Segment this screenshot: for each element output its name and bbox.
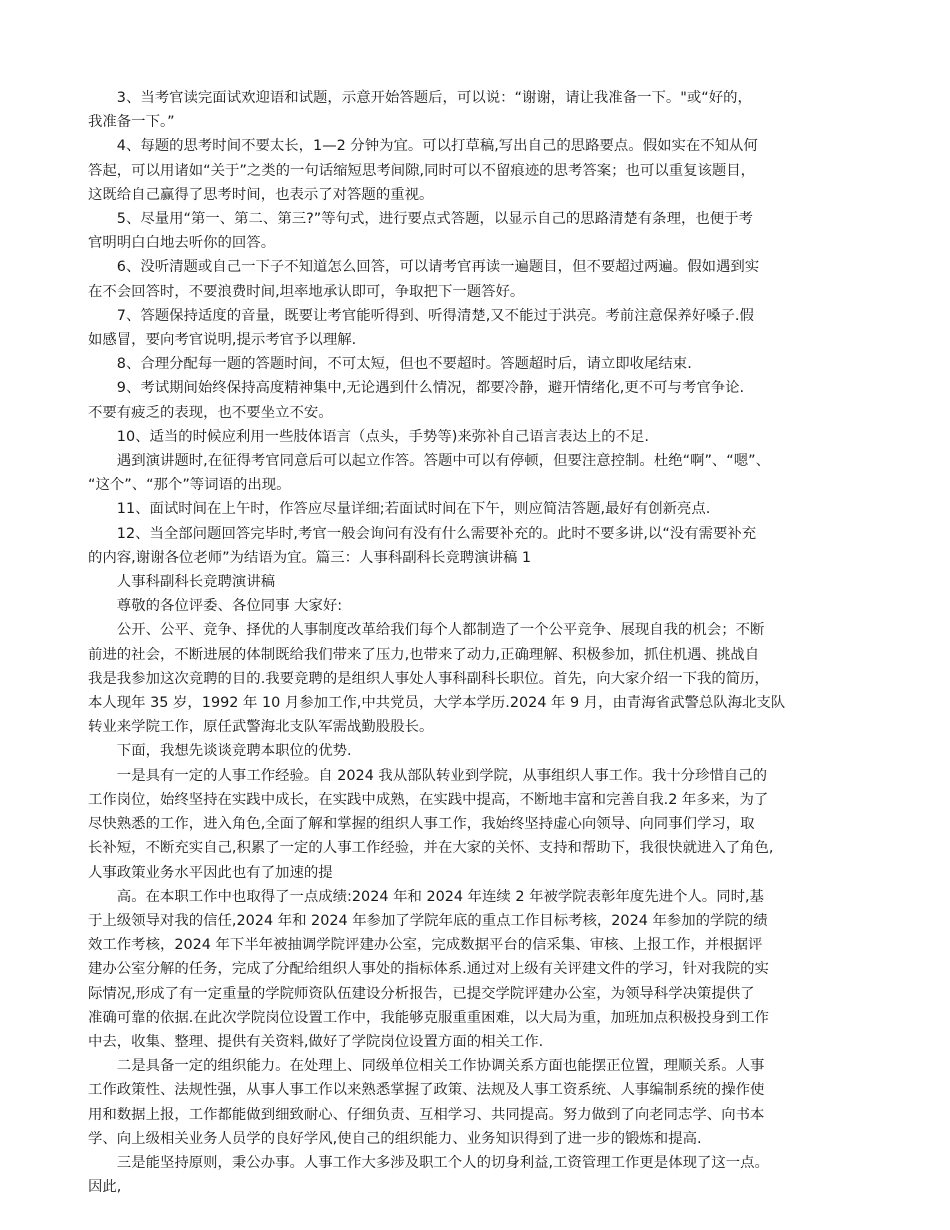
- text-line: 这既给自己赢得了思考时间，也表示了对答题的重视。: [88, 186, 434, 203]
- text-line: “这个”、“那个”等词语的出现。: [88, 477, 291, 494]
- text-line: 工作政策性、法规性强，从事人事工作以来熟悉掌握了政策、法规及人事工资系统、人事编制系统的操作使: [88, 1082, 765, 1099]
- text-line: 尽快熟悉的工作，进入角色,全面了解和掌握的组织人事工作，我始终坚持虚心向领导、向同事们学习，取: [88, 816, 755, 833]
- text-line: 如感冒，要向考官说明,提示考官予以理解.: [88, 332, 357, 349]
- text-line: 7、答题保持适度的音量，既要让考官能听得到、听得清楚,又不能过于洪亮。考前注意保养好嗓子.假: [116, 307, 754, 324]
- text-line: 用和数据上报，工作都能做到细致耐心、仔细负责、互相学习、共同提高。努力做到了向老同志学、向书本: [88, 1106, 765, 1123]
- paragraph: [88, 352, 864, 376]
- text-line: 我是我参加这次竞聘的目的.我要竞聘的是组织人事处人事科副科长职位。首先，向大家介绍一下我的简历，: [88, 670, 769, 687]
- text-line: 12、当全部问题回答完毕时,考官一般会询问有没有什么需要补充的。此时不要多讲,以“没有需要补充: [116, 525, 757, 542]
- text-line: 3、当考官读完面试欢迎语和试题，示意开始答题后，可以说：“谢谢，请让我准备一下。"或“好的，: [116, 90, 752, 106]
- text-line: 前进的社会，不断进展的体制既给我们带来了压力,也带来了动力,正确理解、积极参加，抓住机遇、挑战自: [88, 646, 760, 663]
- text-line: 公开、公平、竞争、择优的人事制度改革给我们每个人都制造了一个公平竞争、展现自我的机会；不断: [116, 622, 765, 639]
- paragraph: [88, 1151, 864, 1199]
- text-line: 的内容,谢谢各位老师”为结语为宜。篇三：人事科副科长竞聘演讲稿 1: [88, 549, 532, 566]
- text-line: 于上级领导对我的信任,2024 年和 2024 年参加了学院年底的重点工作目标考核，2024 年参加的学院的绩: [88, 912, 768, 929]
- paragraph: [88, 207, 864, 255]
- text-line: 6、没听清题或自己一下子不知道怎么回答，可以请考官再读一遍题目，但不要超过两遍。假如遇到实: [116, 259, 760, 276]
- text-line: 学、向上级相关业务人员学的良好学风,使自己的组织能力、业务知识得到了进一步的锻炼和提高.: [88, 1130, 702, 1147]
- text-line: 际情况,形成了有一定重量的学院师资队伍建设分析报告，已提交学院评建办公室，为领导科学决策提供了: [88, 985, 755, 1002]
- text-line: 转业来学院工作，原任武警海北支队军需战勤股股长。: [88, 719, 434, 736]
- text-line: 答起，可以用诸如“关于”之类的一句话缩短思考间隙,同时可以不留痕迹的思考答案；也可以重复该题目，: [88, 162, 756, 179]
- text-line: 4、每题的思考时间不要太长，1—2 分钟为宜。可以打草稿,写出自己的思路要点。假如实在不知从何: [116, 138, 758, 155]
- paragraph: [88, 739, 864, 763]
- paragraph: [88, 255, 864, 303]
- text-line: 10、适当的时候应利用一些肢体语言（点头，手势等)来弥补自己语言表达上的不足.: [116, 428, 649, 445]
- text-line: 效工作考核，2024 年下半年被抽调学院评建办公室，完成数据平台的信采集、审核、上报工作，并根据评: [88, 937, 763, 954]
- text-line: 在不会回答时，不要浪费时间,坦率地承认即可，争取把下一题答好。: [88, 283, 525, 300]
- text-line: 尊敬的各位评委、各位同事 大家好:: [116, 598, 343, 615]
- paragraph: [88, 885, 864, 1054]
- text-line: 人事科副科长竞聘演讲稿: [116, 574, 276, 591]
- text-line: 11、面试时间在上午时，作答应尽量详细;若面试时间在下午，则应简洁答题,最好有创新亮点.: [116, 501, 711, 518]
- paragraph: [88, 594, 864, 618]
- text-line: 9、考试期间始终保持高度精神集中,无论遇到什么情况，都要冷静，避开情绪化,更不可与考官争论.: [116, 380, 745, 397]
- text-line: 三是能坚持原则，秉公办事。人事工作大多涉及职工个人的切身利益,工资管理工作更是体现了这一点。: [116, 1154, 769, 1171]
- text-line: 因此,: [88, 1179, 122, 1196]
- paragraph: [88, 522, 864, 570]
- paragraph: [88, 570, 864, 594]
- text-line: 不要有疲乏的表现，也不要坐立不安。: [88, 404, 333, 421]
- text-line: 长补短，不断充实自己,积累了一定的人事工作经验，并在大家的关怀、支持和帮助下，我很快就进入了角色,: [88, 840, 774, 857]
- text-line: 二是具备一定的组织能力。在处理上、同级单位相关工作协调关系方面也能摆正位置，理顺关系。人事: [116, 1058, 765, 1075]
- paragraph: [88, 86, 864, 134]
- text-line: 下面，我想先谈谈竞聘本职位的优势.: [116, 743, 352, 760]
- document-body: [88, 86, 864, 1199]
- paragraph: [88, 497, 864, 521]
- text-line: 遇到演讲题时,在征得考官同意后可以起立作答。答题中可以有停顿，但要注意控制。杜绝“啊”、“嗯”、: [116, 453, 770, 470]
- paragraph: [88, 1054, 864, 1151]
- text-line: 本人现年 35 岁，1992 年 10 月参加工作,中共党员，大学本学历.2024 年 9 月，由青海省武警总队海北支队: [88, 695, 786, 712]
- text-line: 工作岗位，始终坚持在实践中成长，在实践中成熟，在实践中提高，不断地丰富和完善自我.2 年多来，为了: [88, 791, 769, 808]
- text-line: 官明明白白地去听你的回答。: [88, 235, 276, 252]
- text-line: 我准备一下。”: [88, 114, 175, 131]
- paragraph: [88, 134, 864, 207]
- paragraph: [88, 618, 864, 739]
- paragraph: [88, 764, 864, 885]
- text-line: 人事政策业务水平因此也有了加速的提: [88, 864, 333, 881]
- text-line: 准确可靠的依据.在此次学院岗位设置工作中，我能够克服重重困难，以大局为重，加班加点积极投身到工作: [88, 1009, 769, 1026]
- text-line: 一是具有一定的人事工作经验。自 2024 我从部队转业到学院，从事组织人事工作。我十分珍惜自己的: [116, 767, 767, 784]
- paragraph: [88, 304, 864, 352]
- paragraph: [88, 425, 864, 449]
- text-line: 5、尽量用“第一、第二、第三?”等句式，进行要点式答题，以显示自己的思路清楚有条理，也便于考: [116, 211, 753, 228]
- paragraph: [88, 376, 864, 424]
- paragraph: [88, 449, 864, 497]
- text-line: 中去，收集、整理、提供有关资料,做好了学院岗位设置方面的相关工作.: [88, 1033, 544, 1050]
- text-line: 建办公室分解的任务，完成了分配给组织人事处的指标体系.通过对上级有关评建文件的学习，针对我院的实: [88, 961, 769, 978]
- text-line: 高。在本职工作中也取得了一点成绩:2024 年和 2024 年连续 2 年被学院表彰年度先进个人。同时,基: [116, 888, 764, 905]
- text-line: 8、合理分配每一题的答题时间，不可太短，但也不要超时。答题超时后，请立即收尾结束.: [116, 356, 692, 373]
